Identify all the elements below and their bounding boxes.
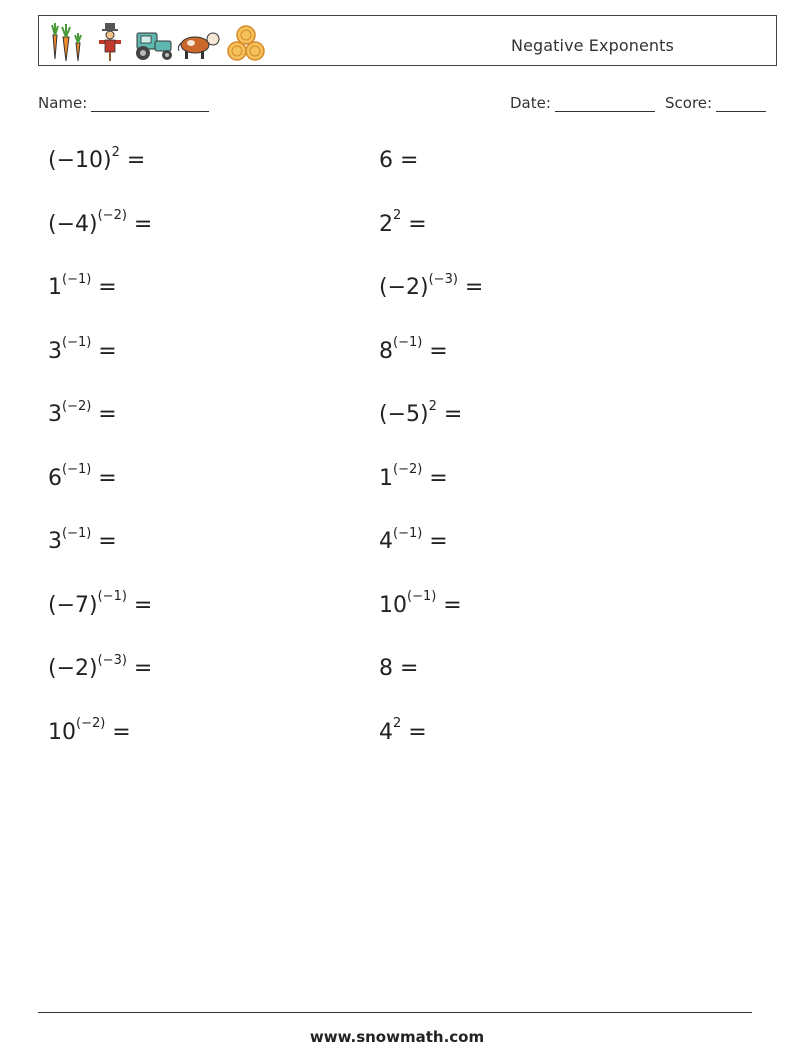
problem-exponent: 2 [111,144,120,160]
problem-base: (−4) [48,211,98,237]
name-label: Name: [38,94,88,112]
name-line[interactable] [91,97,209,112]
problem-item [379,208,427,237]
problem-base: 6 [48,465,62,491]
problem-base: 10 [379,592,407,618]
problem-base: (−7) [48,592,98,618]
problem-base: (−5) [379,402,429,427]
name-field[interactable] [38,94,209,112]
problem-exponent: (−1) [62,462,92,478]
problem-equals: = [91,402,117,427]
problem-equals: = [126,656,153,681]
problem-item [379,462,448,491]
problem-base: (−10) [48,148,112,173]
problem-item [48,398,117,427]
problem-base: 3 [48,529,62,554]
problem-base: 4 [379,719,393,745]
problem-base: 1 [48,275,62,300]
problem-exponent: 2 [428,398,437,414]
problem-base: 8 [379,338,393,364]
problem-equals: = [422,465,448,491]
carrots-icon [52,23,81,61]
problem-equals: = [393,148,419,173]
problem-exponent: (−1) [62,271,92,287]
problem-equals: = [393,656,419,681]
score-line[interactable] [716,97,766,112]
problem-base: (−2) [48,656,98,681]
problem-item [379,716,427,745]
problem-equals: = [422,338,448,364]
problem-base: 3 [48,402,62,427]
problem-item [379,271,484,300]
problem-equals: = [457,275,484,300]
problem-equals: = [119,148,146,173]
problem-equals: = [422,529,448,554]
problem-base: 10 [48,719,76,745]
problem-base: 8 [379,656,393,681]
problem-exponent: (−1) [62,335,92,351]
worksheet-header [38,15,777,66]
cow-icon [178,33,219,59]
problem-exponent: (−1) [407,589,437,605]
hay-bales-icon [228,26,264,60]
problem-item [48,652,153,681]
problem-item [48,462,117,491]
problem-base: 1 [379,465,393,491]
problem-exponent: (−1) [393,525,423,541]
problem-exponent: (−1) [393,335,423,351]
problem-equals: = [91,529,117,554]
problem-item [379,335,448,364]
problem-exponent: (−3) [97,652,127,668]
problem-item [48,144,146,173]
problem-item [48,589,153,618]
score-label: Score: [665,94,713,112]
footer-url: www.snowmath.com [309,1028,485,1046]
problem-item [379,525,448,554]
header-icons [43,21,273,63]
problem-equals: = [436,402,463,427]
score-field[interactable] [665,94,766,112]
problem-base: 3 [48,338,62,364]
problem-equals: = [91,465,117,491]
scarecrow-icon [99,23,121,61]
problem-equals: = [401,211,427,237]
problem-exponent: 2 [393,208,402,224]
problem-item [48,335,117,364]
problem-equals: = [91,275,117,300]
problem-item [48,525,117,554]
problem-exponent: (−2) [97,208,127,224]
problem-item [379,589,462,618]
problem-item [379,148,418,173]
problem-equals: = [436,592,462,618]
problem-exponent: (−2) [393,462,423,478]
problem-exponent: (−3) [428,271,458,287]
problem-equals: = [91,338,117,364]
tractor-icon [136,33,172,60]
problem-item [48,716,131,745]
problem-exponent: 2 [393,716,402,732]
footer-divider [38,1012,752,1013]
problem-equals: = [126,211,153,237]
problem-item [48,208,153,237]
problem-equals: = [105,719,131,745]
problem-item [48,271,117,300]
problem-equals: = [126,592,153,618]
problem-exponent: (−2) [76,716,106,732]
problem-base: (−2) [379,275,429,300]
problem-equals: = [401,719,427,745]
date-label: Date: [510,94,551,112]
problem-exponent: (−1) [97,589,127,605]
date-field[interactable] [510,94,655,112]
problem-base: 2 [379,211,393,237]
problem-exponent: (−1) [62,525,92,541]
problem-exponent: (−2) [62,398,92,414]
problem-base: 6 [379,148,393,173]
worksheet-title: Negative Exponents [511,36,674,55]
problem-item [379,398,463,427]
date-line[interactable] [555,97,655,112]
problem-item [379,656,418,681]
problem-base: 4 [379,529,393,554]
